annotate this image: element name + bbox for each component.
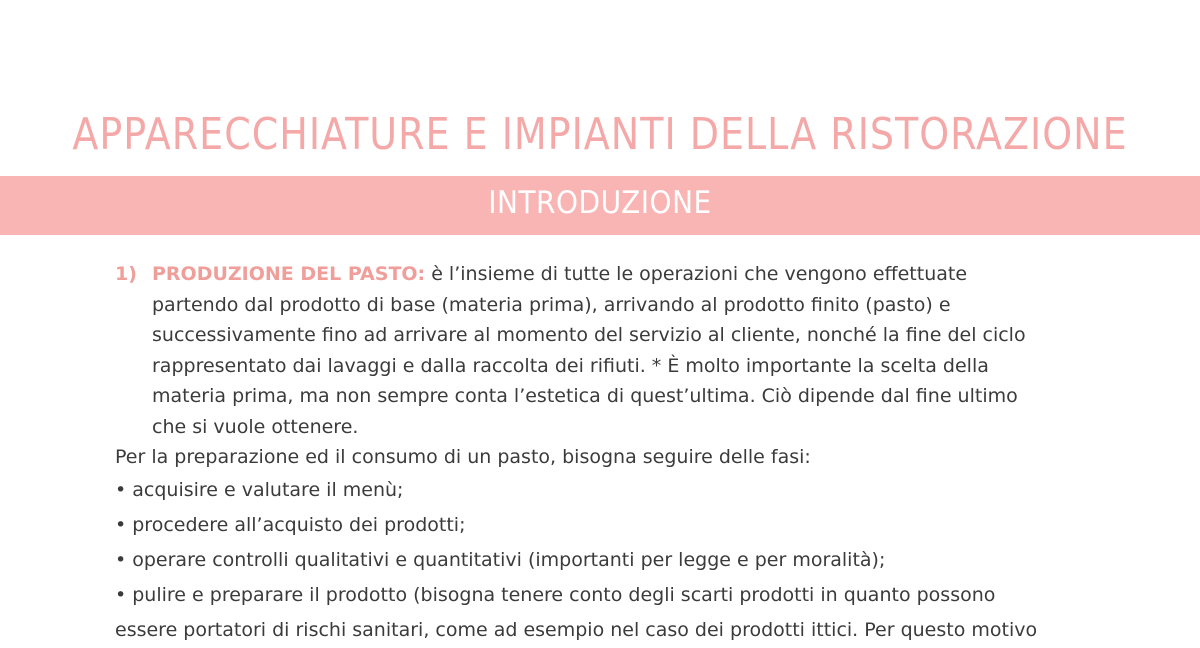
item-number: 1) (115, 263, 137, 285)
item-heading: PRODUZIONE DEL PASTO: (152, 263, 426, 285)
bullet-continuation: essere portatori di rischi sanitari, come ad esempio nel caso dei prodotti ittici. Per questo motivo (115, 618, 1038, 641)
phases-intro: Per la preparazione ed il consumo di un pasto, bisogna seguire delle fasi: (115, 446, 811, 468)
bullet-item: • pulire e preparare il prodotto (bisogna tenere conto degli scarti prodotti in quanto possono (115, 583, 996, 606)
body-text (115, 259, 1115, 648)
bullet-item: • operare controlli qualitativi e quantitativi (importanti per legge e per moralità); (115, 548, 886, 571)
bullet-item: • acquisire e valutare il menù; (115, 478, 404, 501)
item-line: materia prima, ma non sempre conta l’estetica di quest’ultima. Ciò dipende dal fine ultimo (152, 385, 1018, 407)
section-title: INTRODUZIONE (488, 184, 712, 221)
item-first-line-text: è l’insieme di tutte le operazioni che vengono effettuate (425, 263, 968, 285)
numbered-item (115, 259, 1115, 442)
bullet-item: • procedere all’acquisto dei prodotti; (115, 513, 466, 536)
item-line: rappresentato dai lavaggi e dalla raccolta dei rifiuti. * È molto importante la scelta della (152, 354, 989, 377)
item-line: successivamente fino ad arrivare al momento del servizio al cliente, nonché la fine del ciclo (152, 324, 1026, 346)
item-line: che si vuole ottenere. (152, 415, 359, 438)
document-title: APPARECCHIATURE E IMPIANTI DELLA RISTORAZIONE (72, 108, 1128, 160)
item-first-line (152, 259, 1115, 290)
item-line: partendo dal prodotto di base (materia prima), arrivando al prodotto finito (pasto) e (152, 293, 951, 316)
